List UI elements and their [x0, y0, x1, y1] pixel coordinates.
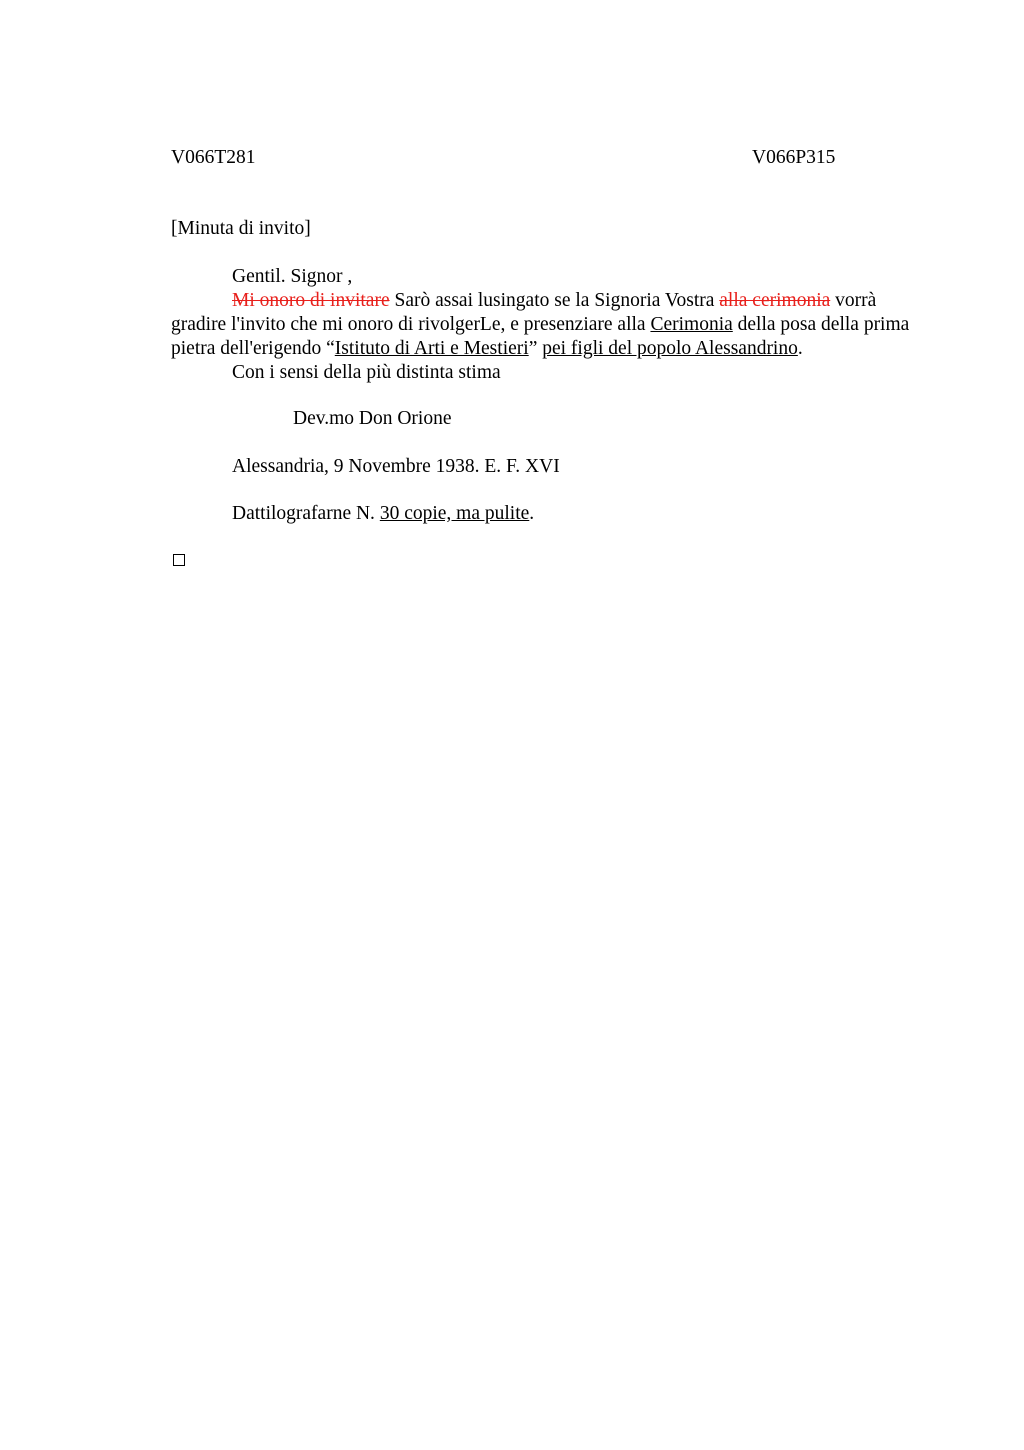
underlined-text: Istituto di Arti e Mestieri	[334, 338, 529, 359]
body-text: ”	[528, 338, 543, 359]
body-text: della posa della prima pietra dell'erigendo “	[171, 314, 910, 359]
struck-text: alla cerimonia	[719, 290, 831, 311]
body-paragraph	[171, 289, 931, 361]
typing-note	[232, 502, 534, 526]
salutation: Gentil. Signor ,	[232, 266, 353, 287]
checkbox-square	[173, 554, 185, 566]
document-heading: [Minuta di invito]	[171, 218, 311, 239]
signature: Dev.mo Don Orione	[293, 408, 452, 429]
body-text: Sarò assai lusingato se la Signoria Vostra	[389, 290, 720, 311]
body-text: vorrà gradire l'invito che mi onoro di rivolgerLe, e presenziare alla	[171, 290, 877, 335]
underlined-text: Cerimonia	[650, 314, 733, 335]
reference-code-left: V066T281	[171, 147, 256, 168]
closing-line: Con i sensi della più distinta stima	[232, 362, 501, 383]
date-line: Alessandria, 9 Novembre 1938. E. F. XVI	[232, 456, 560, 477]
note-text: .	[529, 503, 535, 524]
note-text: Dattilografarne N.	[232, 503, 380, 524]
underlined-text: 30 copie, ma pulite	[379, 503, 530, 524]
body-text: .	[797, 338, 803, 359]
reference-code-right: V066P315	[752, 147, 836, 168]
underlined-text: pei figli del popolo Alessandrino	[542, 338, 798, 359]
struck-text: Mi onoro di invitare	[232, 290, 390, 311]
